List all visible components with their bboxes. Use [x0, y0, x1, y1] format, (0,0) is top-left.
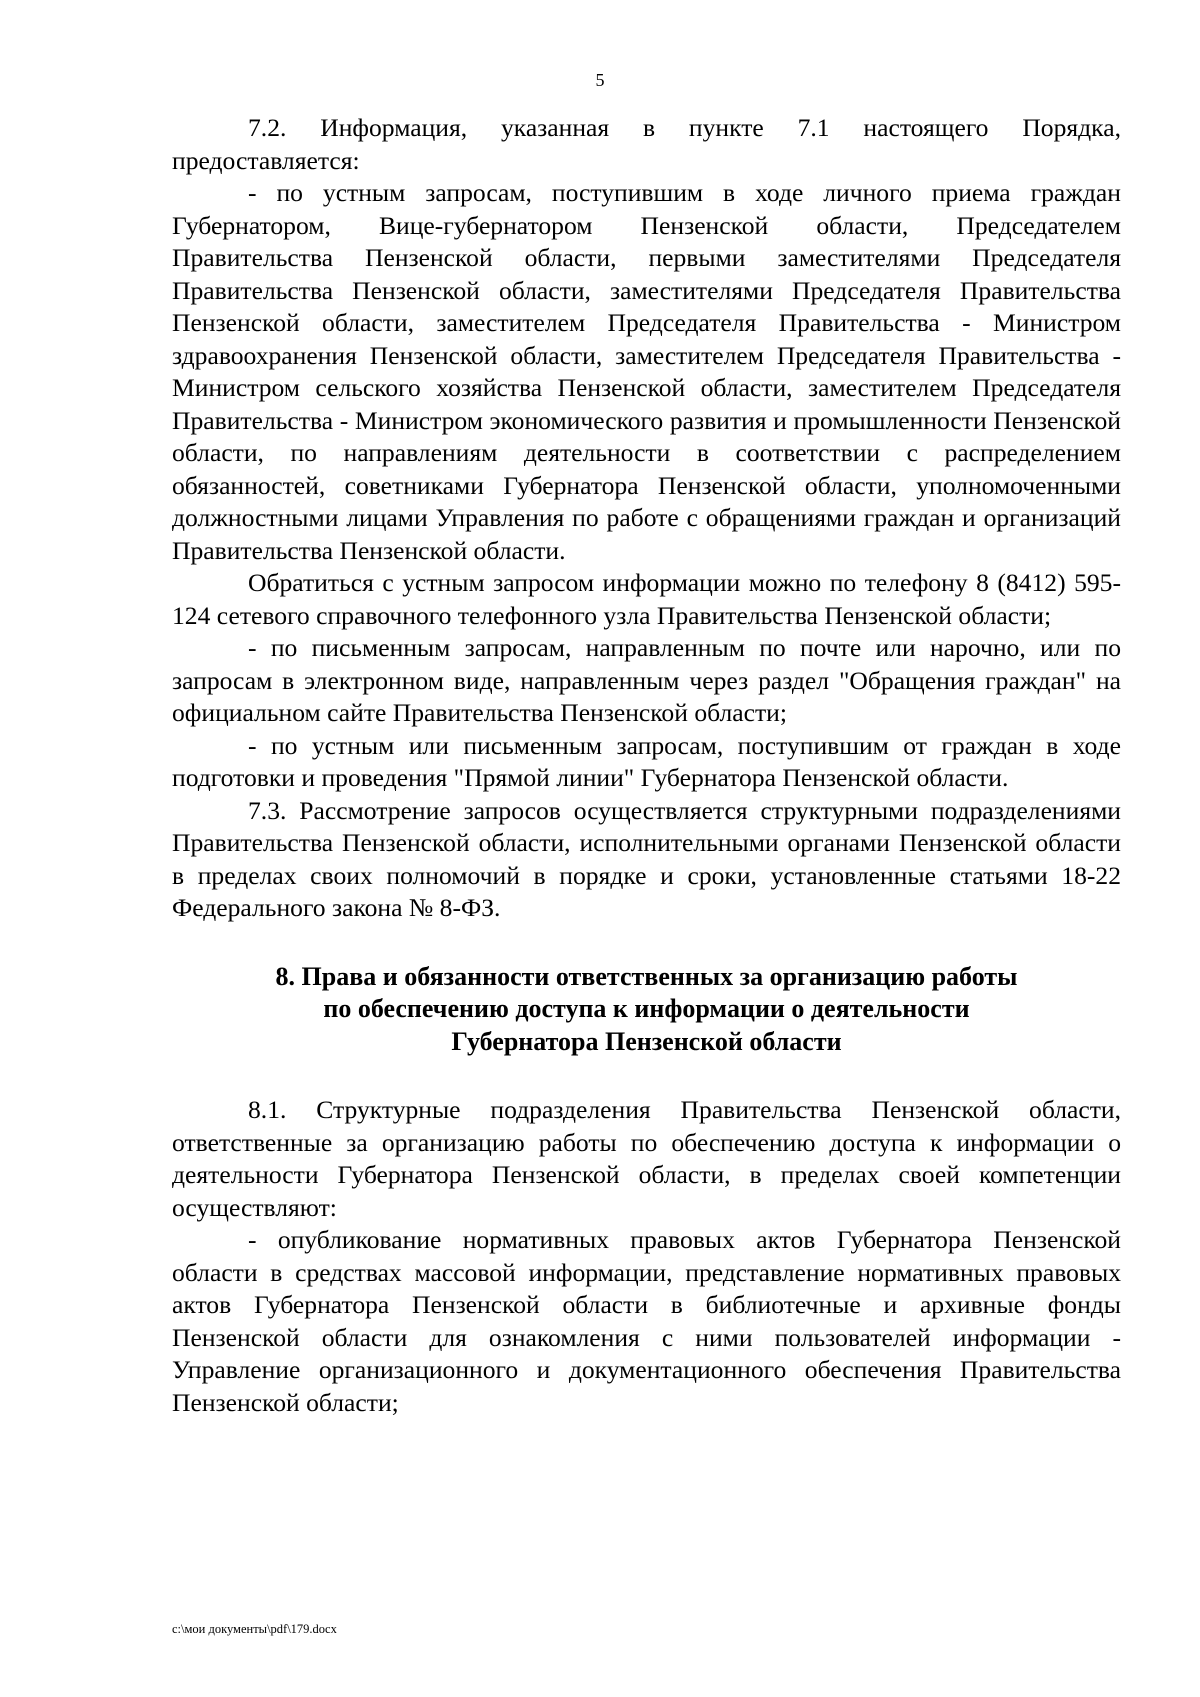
section-8-heading [172, 961, 1121, 1059]
page-number: 5 [595, 70, 605, 90]
document-body [172, 112, 1121, 1419]
footer-file-path: c:\мои документы\pdf\179.docx [172, 1622, 337, 1636]
paragraph-7-3: 7.3. Рассмотрение запросов осуществляется структурными подразделениями Правительства Пензенской области, исполнительными органами Пензенской области в пределах своих полномочий в порядке и сроки, установленные статьями 18-22 Федерального закона № 8-ФЗ. [172, 795, 1121, 922]
paragraph-7-2-intro: 7.2. Информация, указанная в пункте 7.1 настоящего Порядка, предоставляется: [172, 113, 1121, 175]
section-8-heading-line-1: 8. Права и обязанности ответственных за организацию работы [275, 961, 1018, 991]
paragraph-8-1-intro: 8.1. Структурные подразделения Правительства Пензенской области, ответственные за организацию работы по обеспечению доступа к информации о деятельности Губернатора Пензенской области, в пределах своей компетенции осуществляют: [172, 1095, 1121, 1222]
paragraph-7-2-written-requests: - по письменным запросам, направленным по почте или нарочно, или по запросам в электронном виде, направленным через раздел "Обращения граждан" на официальном сайте Правительства Пензенской области; [172, 633, 1121, 727]
paragraph-7-2-phone: Обратиться с устным запросом информации можно по телефону 8 (8412) 595-124 сетевого справочного телефонного узла Правительства Пензенской области; [172, 568, 1121, 630]
section-8-heading-line-3: Губернатора Пензенской области [451, 1026, 842, 1056]
paragraph-7-2-hotline-requests: - по устным или письменным запросам, поступившим от граждан в ходе подготовки и проведения "Прямой линии" Губернатора Пензенской области. [172, 730, 1121, 792]
section-8-heading-line-2: по обеспечению доступа к информации о деятельности [323, 994, 970, 1023]
paragraph-7-2-oral-requests: - по устным запросам, поступившим в ходе личного приема граждан Губернатором, Вице-губернатором Пензенской области, Председателем Правительства Пензенской области, первыми заместителями Председателя Правительства Пензенской области, заместителями Председателя Правительства Пензенской области, заместителем Председателя Правительства - Министром здравоохранения Пензенской области, заместителем Председателя Правительства - Министром сельского хозяйства Пензенской области, заместителем Председателя Правительства - Министром экономического развития и промышленности Пензенской области, по направлениям деятельности в соответствии с распределением обязанностей, советниками Губернатора Пензенской области, уполномоченными должностными лицами Управления по работе с обращениями граждан и организаций Правительства Пензенской области. [172, 178, 1121, 565]
paragraph-8-1-publishing: - опубликование нормативных правовых актов Губернатора Пензенской области в средствах массовой информации, представление нормативных правовых актов Губернатора Пензенской области в библиотечные и архивные фонды Пензенской области для ознакомления с ними пользователей информации - Управление организационного и документационного обеспечения Правительства Пензенской области; [172, 1225, 1121, 1417]
